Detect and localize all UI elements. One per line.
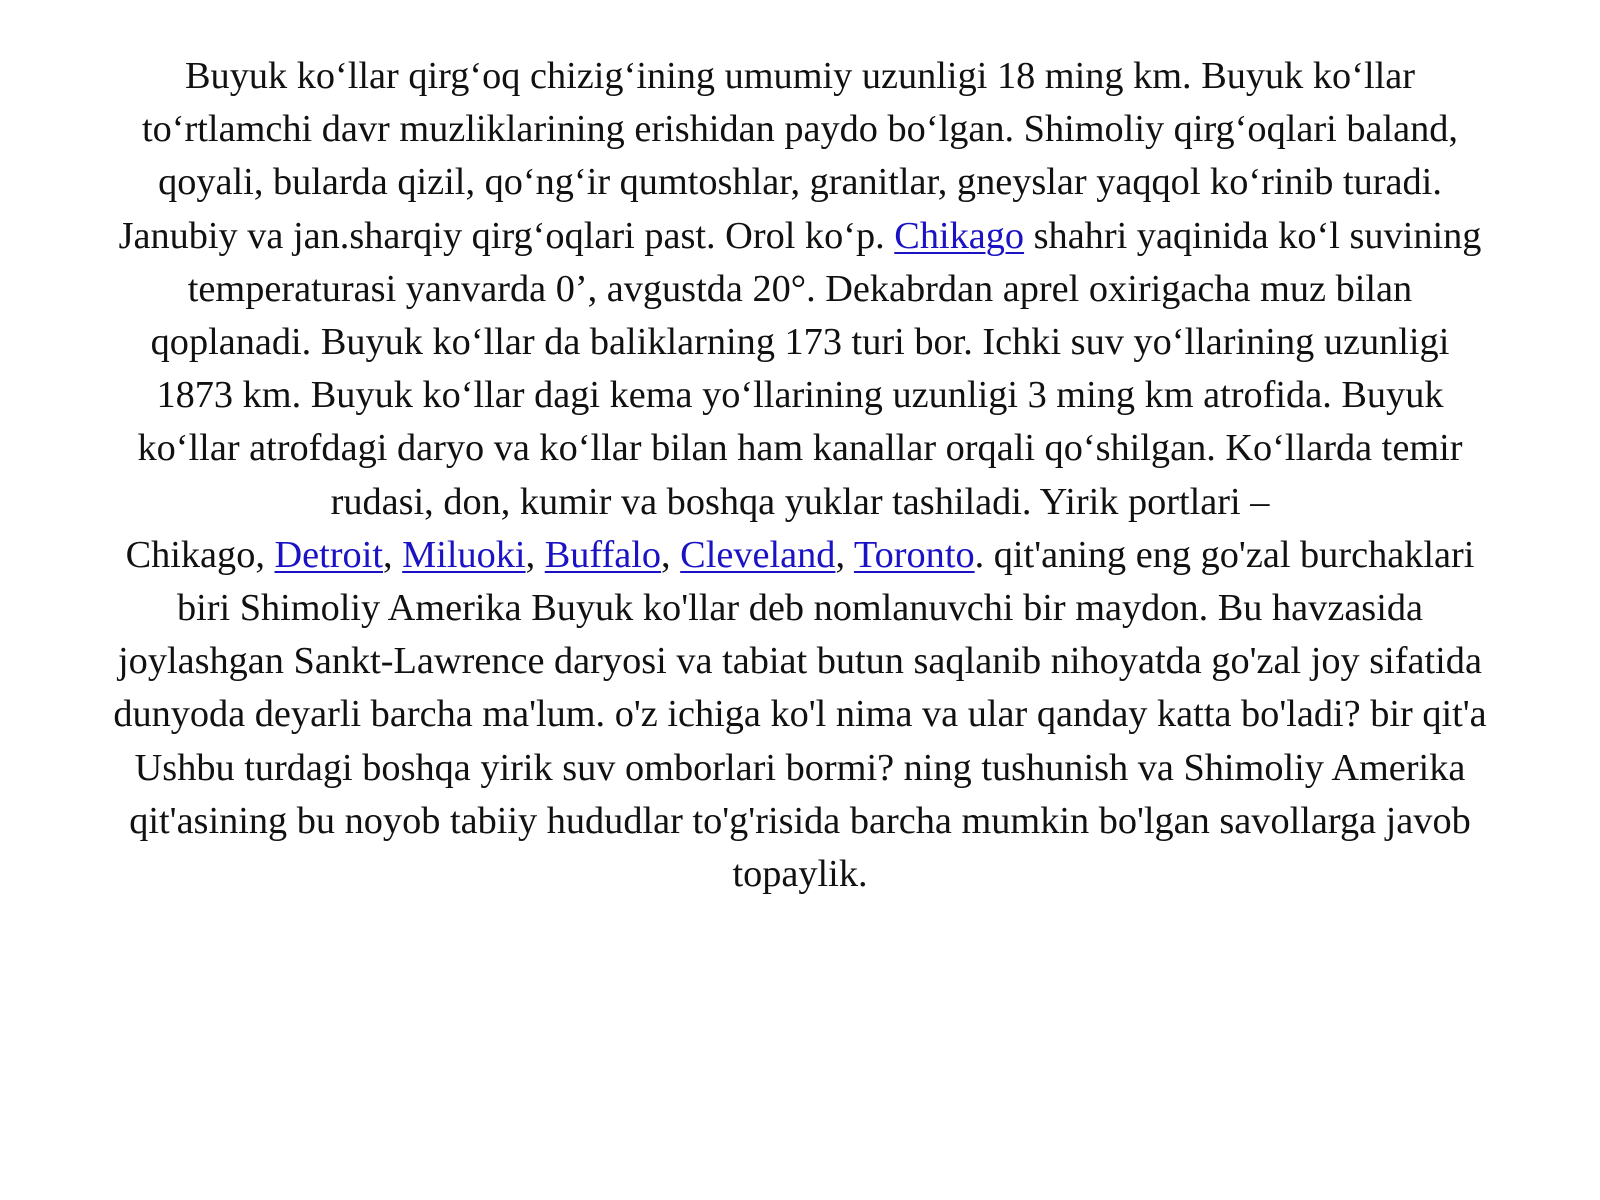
text-line-10 xyxy=(0,529,1600,582)
text-line-1: Buyuk ko‘llar qirg‘oq chizig‘ining umumiy uzunligi 18 ming km. Buyuk ko‘llar xyxy=(185,55,1415,97)
text-line-13: dunyoda deyarli barcha ma'lum. o'z ichiga ko'l nima va ular qanday katta bo'ladi? bir qit'a xyxy=(113,693,1487,736)
text-line-6: qoplanadi. Buyuk ko‘llar da baliklarning 173 turi bor. Ichki suv yo‘llarining uzunligi xyxy=(150,321,1450,364)
separator: , xyxy=(661,533,681,576)
text-line-16: topaylik. xyxy=(732,853,868,896)
text-line-3: qoyali, bularda qizil, qo‘ng‘ir qumtoshlar, granitlar, gneyslar yaqqol ko‘rinib turadi. xyxy=(158,161,1442,204)
text-line-4 xyxy=(0,210,1600,263)
link-detroit[interactable]: Detroit xyxy=(274,533,383,576)
separator: , xyxy=(835,533,854,576)
link-miluoki[interactable]: Miluoki xyxy=(402,533,526,576)
text-line-10-end: . qit'aning eng go'zal burchaklari xyxy=(974,533,1475,576)
separator: , xyxy=(525,533,545,576)
text-line-4-end: shahri yaqinida ko‘l suvining xyxy=(1024,214,1482,257)
text-line-12: joylashgan Sankt-Lawrence daryosi va tabiat butun saqlanib nihoyatda go'zal joy sifatida xyxy=(118,640,1482,683)
link-toronto[interactable]: Toronto xyxy=(853,533,975,576)
text-line-5: temperaturasi yanvarda 0’, avgustda 20°. Dekabrdan aprel oxirigacha muz bilan xyxy=(187,267,1413,310)
text-line-4-start: Janubiy va jan.sharqiy qirg‘oqlari past. Orol ko‘p. xyxy=(118,214,895,257)
separator: , xyxy=(382,533,403,576)
text-line-10-start: Chikago, xyxy=(125,533,275,576)
link-chikago[interactable]: Chikago xyxy=(894,214,1025,257)
text-line-11: biri Shimoliy Amerika Buyuk ko'llar deb nomlanuvchi bir maydon. Bu havzasida xyxy=(176,587,1424,630)
text-line-8: ko‘llar atrofdagi daryo va ko‘llar bilan ham kanallar orqali qo‘shilgan. Ko‘llarda temir xyxy=(137,427,1463,470)
link-buffalo[interactable]: Buffalo xyxy=(544,533,662,576)
article-paragraph xyxy=(0,50,1600,901)
text-line-14: Ushbu turdagi boshqa yirik suv omborlari bormi? ning tushunish va Shimoliy Amerika xyxy=(134,746,1466,789)
link-cleveland[interactable]: Cleveland xyxy=(680,533,836,576)
text-line-9: rudasi, don, kumir va boshqa yuklar tashiladi. Yirik portlari – xyxy=(330,480,1270,523)
text-line-2: to‘rtlamchi davr muzliklarining erishidan paydo bo‘lgan. Shimoliy qirg‘oqlari baland, xyxy=(142,108,1458,151)
text-line-7: 1873 km. Buyuk ko‘llar dagi kema yo‘llarining uzunligi 3 ming km atrofida. Buyuk xyxy=(156,374,1444,417)
text-line-15: qit'asining bu noyob tabiiy hududlar to'g'risida barcha mumkin bo'lgan savollarga javob xyxy=(129,799,1471,842)
